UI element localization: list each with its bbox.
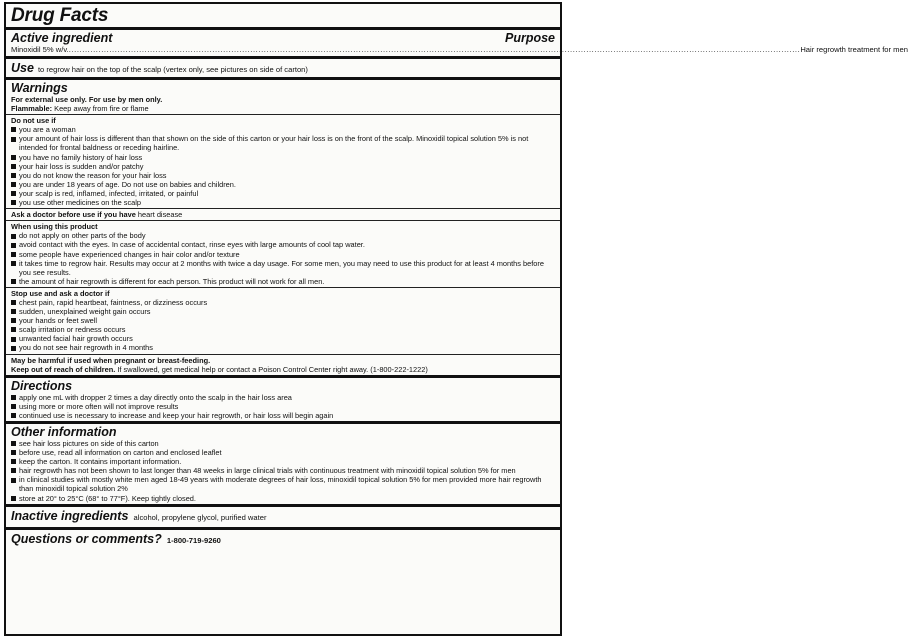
list-item: your hands or feet swell [11, 316, 555, 325]
dot-leader: .............................................................................................................................................................................................................................................................................. [68, 45, 801, 54]
drug-facts-panel [4, 2, 908, 636]
list-item: keep the carton. It contains important information. [11, 457, 555, 466]
questions-section [6, 530, 560, 550]
questions-heading: Questions or comments? [11, 531, 162, 546]
list-item: using more or more often will not improve results [11, 402, 555, 411]
list-item: store at 20° to 25°C (68° to 77°F). Keep tightly closed. [11, 494, 555, 503]
warnings-heading: Warnings [11, 81, 68, 95]
other-information-list [11, 439, 555, 503]
list-item: chest pain, rapid heartbeat, faintness, or dizziness occurs [11, 298, 555, 307]
list-item: you do not know the reason for your hair loss [11, 171, 555, 180]
directions-heading: Directions [11, 378, 73, 393]
when-using-heading: When using this product [11, 222, 98, 232]
list-item: you do not see hair regrowth in 4 months [11, 343, 555, 352]
list-item: continued use is necessary to increase and keep your hair regrowth, or hair loss will begin again [11, 411, 555, 420]
list-item: unwanted facial hair growth occurs [11, 334, 555, 343]
list-item: your hair loss is sudden and/or patchy [11, 162, 555, 171]
list-item: hair regrowth has not been shown to last longer than 48 weeks in large clinical trials with continuous treatment with minoxidil topical solution 5% for men [11, 466, 555, 475]
ask-doctor-label: Ask a doctor before use if you have [11, 210, 136, 220]
active-ingredient-heading: Active ingredient [11, 31, 113, 45]
list-item: you are under 18 years of age. Do not use on babies and children. [11, 180, 555, 189]
list-item: in clinical studies with mostly white men aged 18-49 years with moderate degrees of hair loss, minoxidil topical solution 5% for men provided more hair regrowth than minoxidil topical solution 2% [11, 475, 555, 493]
list-item: the amount of hair regrowth is different for each person. This product will not work for all men. [11, 277, 555, 286]
flammable-text: Keep away from fire or flame [54, 104, 149, 114]
when-using-list [11, 231, 555, 286]
do-not-use-section [6, 115, 560, 208]
when-using-section [6, 221, 560, 287]
list-item: apply one mL with dropper 2 times a day directly onto the scalp in the hair loss area [11, 393, 555, 402]
list-item: your scalp is red, inflamed, infected, irritated, or painful [11, 189, 555, 198]
list-item: it takes time to regrow hair. Results may occur at 2 months with twice a day usage. For some men, you may need to use this product for at least 4 months before you see results. [11, 259, 555, 277]
stop-use-section [6, 288, 560, 354]
do-not-use-list [11, 125, 555, 207]
directions-list [11, 393, 555, 420]
ask-doctor-text: heart disease [137, 210, 183, 220]
active-ingredient-name: Minoxidil 5% w/v. [11, 45, 69, 54]
warnings-intro [6, 80, 560, 114]
pregnancy-children-section [6, 355, 560, 375]
stop-use-heading: Stop use and ask a doctor if [11, 288, 110, 298]
list-item: see hair loss pictures on side of this carton [11, 439, 555, 448]
keep-out-text: If swallowed, get medical help or contact a Poison Control Center right away. (1-800-222-1222) [117, 364, 428, 374]
stop-use-list [11, 298, 555, 353]
purpose-heading: Purpose [504, 31, 555, 45]
list-item: scalp irritation or redness occurs [11, 325, 555, 334]
other-information-section [6, 424, 560, 504]
list-item: do not apply on other parts of the body [11, 231, 555, 240]
flammable-label: Flammable: [11, 104, 53, 114]
list-item: sudden, unexplained weight gain occurs [11, 307, 555, 316]
use-section [6, 59, 560, 77]
questions-phone: 1-800-719-9260 [166, 535, 221, 545]
list-item: avoid contact with the eyes. In case of accidental contact, rinse eyes with large amounts of cool tap water. [11, 240, 555, 249]
active-ingredient-line [6, 45, 908, 56]
list-item: you use other medicines on the scalp [11, 198, 555, 207]
use-heading: Use [11, 61, 34, 75]
keep-out-label: Keep out of reach of children. [11, 364, 116, 374]
active-ingredient-purpose: Hair regrowth treatment for men [800, 45, 908, 54]
directions-section [6, 378, 560, 421]
list-item: you have no family history of hair loss [11, 153, 555, 162]
do-not-use-heading: Do not use if [11, 116, 56, 126]
inactive-ingredients-text: alcohol, propylene glycol, purified water [133, 512, 267, 522]
list-item: you are a woman [11, 125, 555, 134]
panel-title: Drug Facts [11, 5, 109, 26]
active-ingredient-header [6, 30, 560, 45]
list-item: your amount of hair loss is different than that shown on the side of this carton or your hair loss is on the front of the scalp. Minoxidil topical solution 5% is not intended for frontal baldness or receding hairline. [11, 134, 555, 152]
external-use-warning: For external use only. For use by men only. [11, 95, 163, 104]
inactive-ingredients-section [6, 507, 560, 527]
list-item: before use, read all information on carton and enclosed leaflet [11, 448, 555, 457]
other-information-heading: Other information [11, 425, 117, 439]
list-item: some people have experienced changes in hair color and/or texture [11, 250, 555, 259]
ask-doctor-section [6, 209, 560, 220]
pregnancy-warning: May be harmful if used when pregnant or breast-feeding. [11, 355, 211, 365]
use-text: to regrow hair on the top of the scalp (vertex only, see pictures on side of carton) [37, 65, 308, 74]
inactive-ingredients-heading: Inactive ingredients [11, 508, 129, 523]
